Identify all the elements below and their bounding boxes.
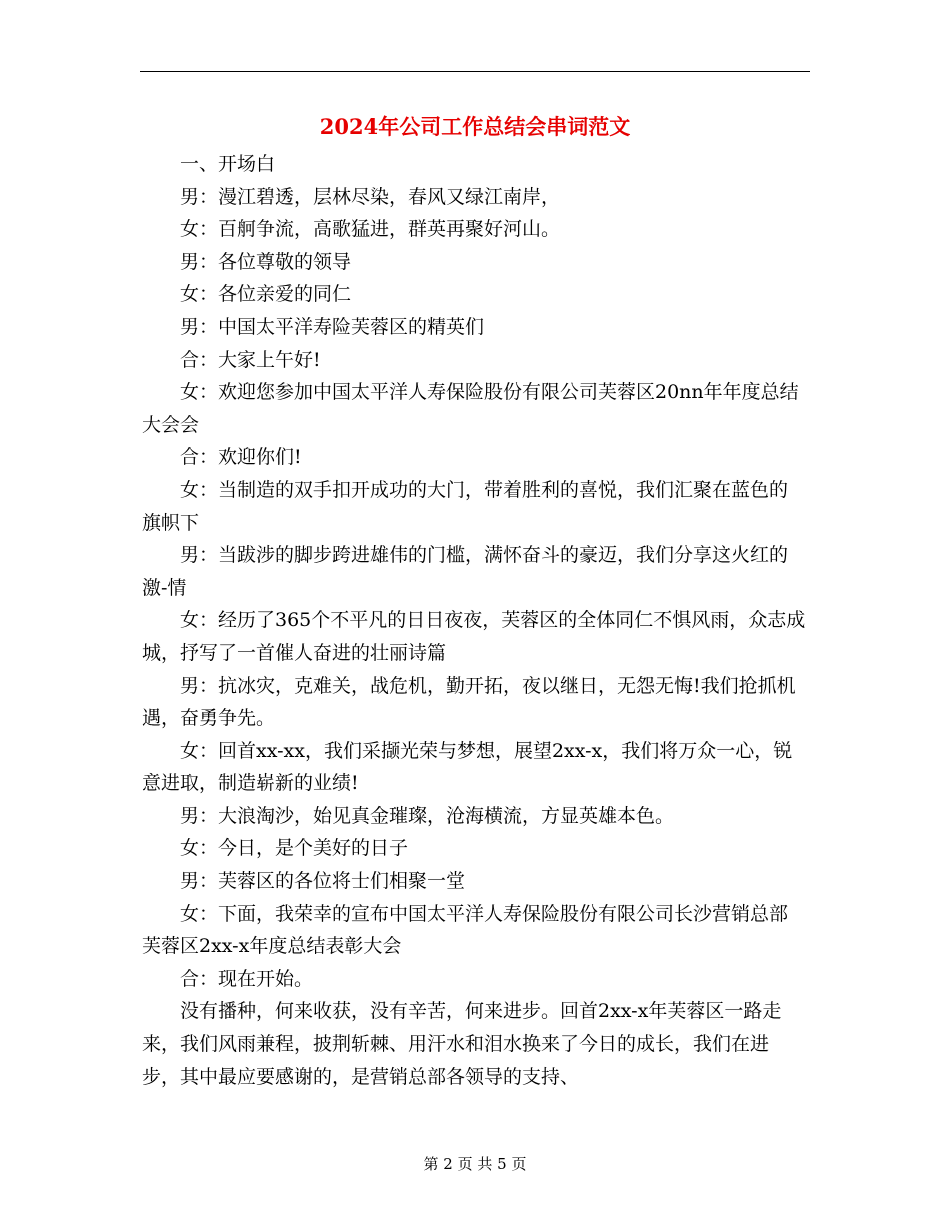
paragraph: 合：欢迎你们!: [180, 446, 302, 469]
paragraph: 女：百舸争流，高歌猛进，群英再聚好河山。: [180, 218, 561, 241]
paragraph: 男：大浪淘沙，始见真金璀璨，沧海横流，方显英雄本色。: [180, 804, 675, 827]
paragraph: 女：当制造的双手扣开成功的大门，带着胜利的喜悦，我们汇聚在蓝色的旗帜下: [142, 478, 789, 534]
document-title: 2024年公司工作总结会串词范文: [319, 114, 631, 139]
paragraph: 男：抗冰灾，克难关，战危机，勤开拓，夜以继日，无怨无悔!我们抢抓机遇，奋勇争先。: [142, 674, 796, 730]
paragraph: 女：下面，我荣幸的宣布中国太平洋人寿保险股份有限公司长沙营销总部芙蓉区2xx-x年度总结表彰大会: [142, 902, 789, 958]
paragraph: 男：各位尊敬的领导: [180, 250, 352, 273]
paragraph: 合：现在开始。: [180, 967, 314, 990]
document-body: [142, 148, 806, 1093]
paragraph: 没有播种，何来收获，没有辛苦，何来进步。回首2xx-x年芙蓉区一路走来，我们风雨兼程，披荆斩棘、用汗水和泪水换来了今日的成长，我们在进步，其中最应要感谢的，是营销总部各领导的支持、: [142, 1000, 782, 1088]
header-rule: [140, 71, 810, 72]
paragraph: 男：当跋涉的脚步跨进雄伟的门槛，满怀奋斗的豪迈，我们分享这火红的激-情: [142, 544, 789, 599]
paragraph: 女：回首xx-xx，我们采撷光荣与梦想，展望2xx-x，我们将万众一心，锐意进取，制造崭新的业绩!: [142, 739, 793, 795]
paragraph: 合：大家上午好!: [180, 348, 321, 371]
page-footer: 第 2 页 共 5 页: [423, 1155, 527, 1173]
paragraph: 女：欢迎您参加中国太平洋人寿保险股份有限公司芙蓉区20nn年年度总结大会会: [142, 381, 799, 436]
paragraph: 男：漫江碧透，层林尽染，春风又绿江南岸，: [180, 185, 561, 208]
paragraph: 女：各位亲爱的同仁: [180, 283, 352, 306]
paragraph: 女：经历了365个不平凡的日日夜夜，芙蓉区的全体同仁不惧风雨，众志成城，抒写了一首催人奋进的壮丽诗篇: [142, 609, 806, 664]
paragraph: 男：芙蓉区的各位将士们相聚一堂: [180, 870, 466, 893]
paragraph: 一、开场白: [180, 153, 276, 175]
paragraph: 男：中国太平洋寿险芙蓉区的精英们: [180, 315, 485, 338]
paragraph: 女：今日，是个美好的日子: [180, 837, 409, 860]
